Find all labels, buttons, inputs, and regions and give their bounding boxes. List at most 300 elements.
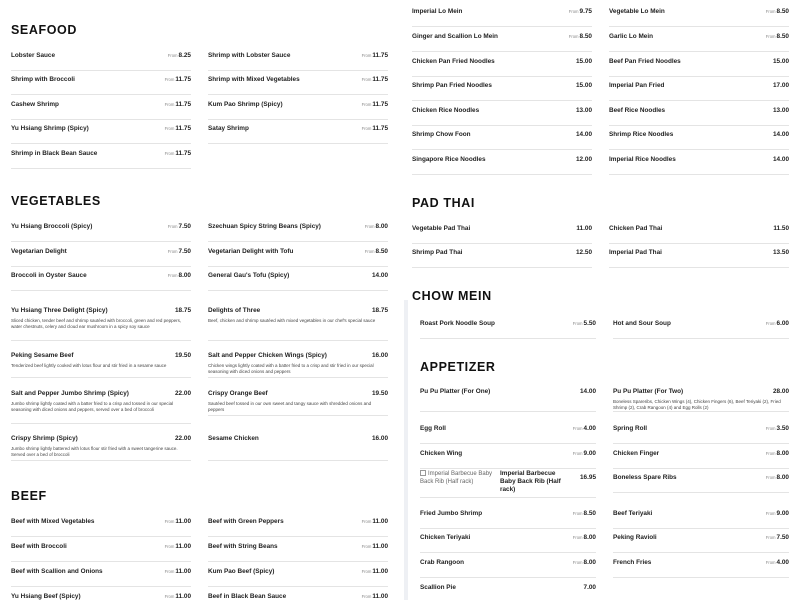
section-title-beef: BEEF bbox=[11, 489, 47, 503]
price-value: 8.00 bbox=[583, 559, 596, 566]
price-value: 11.00 bbox=[175, 593, 191, 600]
menu-item-name: Beef with Mixed Vegetables bbox=[11, 518, 95, 525]
menu-item-price bbox=[165, 518, 191, 525]
menu-item-price bbox=[365, 223, 388, 230]
menu-item-name: Beef with Broccoli bbox=[11, 543, 67, 550]
menu-item-crispy-orange-beef[interactable] bbox=[208, 384, 388, 416]
menu-item-price bbox=[773, 388, 789, 395]
menu-item-vegetarian-delight[interactable] bbox=[11, 242, 191, 267]
menu-item-singapore-rice-noodles[interactable] bbox=[412, 150, 592, 175]
menu-item-name: Shrimp with Mixed Vegetables bbox=[208, 76, 300, 83]
menu-item-name: Chicken Pad Thai bbox=[609, 225, 663, 232]
menu-item-name: Chicken Wing bbox=[420, 450, 463, 457]
menu-item-beef-teriyaki[interactable] bbox=[613, 504, 789, 529]
menu-item-price bbox=[576, 249, 592, 256]
menu-item-price bbox=[773, 107, 789, 114]
menu-item-fried-jumbo-shrimp[interactable] bbox=[420, 504, 596, 529]
menu-item-name: Beef Teriyaki bbox=[613, 510, 653, 517]
menu-item-broccoli-in-oyster-sauce[interactable] bbox=[11, 266, 191, 291]
price-from-label: From bbox=[361, 519, 372, 524]
menu-item-price bbox=[165, 593, 191, 600]
price-from-label: From bbox=[164, 102, 175, 107]
price-value: 8.50 bbox=[375, 248, 388, 255]
menu-item-price bbox=[573, 534, 596, 541]
menu-item-name: Vegetarian Delight with Tofu bbox=[208, 248, 294, 255]
section-title-appetizer: APPETIZER bbox=[420, 360, 496, 374]
price-from-label: From bbox=[361, 126, 372, 131]
menu-item-price bbox=[573, 425, 596, 432]
menu-item-chicken-finger[interactable] bbox=[613, 444, 789, 469]
menu-item-chicken-pan-fried-noodles[interactable] bbox=[412, 52, 592, 77]
price-value: 11.00 bbox=[175, 568, 191, 575]
price-value: 4.00 bbox=[583, 425, 596, 432]
menu-item-name: Vegetable Lo Mein bbox=[609, 8, 665, 15]
menu-item-kum-pao-shrimp-spicy[interactable] bbox=[208, 95, 388, 120]
price-value: 13.00 bbox=[576, 107, 592, 114]
menu-item-beef-pan-fried-noodles[interactable] bbox=[609, 52, 789, 77]
price-value: 11.00 bbox=[372, 543, 388, 550]
menu-item-shrimp-pad-thai[interactable] bbox=[412, 243, 592, 268]
menu-item-price bbox=[372, 435, 388, 442]
price-from-label: From bbox=[765, 321, 776, 326]
menu-item-name: Scallion Pie bbox=[420, 584, 456, 591]
price-value: 4.00 bbox=[776, 559, 789, 566]
menu-item-price bbox=[372, 390, 388, 397]
menu-item-chicken-teriyaki[interactable] bbox=[420, 528, 596, 553]
menu-item-name: Crispy Orange Beef bbox=[208, 390, 268, 397]
price-value: 8.00 bbox=[776, 474, 789, 481]
menu-item-imperial-barbecue-baby-back-rib-half-rack[interactable] bbox=[420, 468, 596, 498]
menu-item-name: Yu Hsiang Three Delight (Spicy) bbox=[11, 307, 108, 314]
price-from-label: From bbox=[167, 273, 178, 278]
price-value: 19.50 bbox=[175, 352, 191, 359]
menu-item-price bbox=[165, 150, 191, 157]
menu-item-yu-hsiang-three-delight-spicy[interactable] bbox=[11, 301, 191, 341]
menu-item-price bbox=[175, 352, 191, 359]
section-title-pad-thai: PAD THAI bbox=[412, 196, 475, 210]
menu-item-name: Chicken Finger bbox=[613, 450, 660, 457]
menu-item-name: Imperial Rice Noodles bbox=[609, 156, 676, 163]
price-value: 14.00 bbox=[580, 388, 596, 395]
menu-item-name: Kum Pao Beef (Spicy) bbox=[208, 568, 275, 575]
price-value: 11.00 bbox=[175, 518, 191, 525]
menu-item-name: Chicken Pan Fried Noodles bbox=[412, 58, 495, 65]
menu-item-name: Fried Jumbo Shrimp bbox=[420, 510, 483, 517]
menu-item-price bbox=[165, 101, 191, 108]
price-value: 7.50 bbox=[178, 248, 191, 255]
menu-item-name: Shrimp Pad Thai bbox=[412, 249, 463, 256]
price-value: 16.95 bbox=[580, 474, 596, 481]
menu-item-description: Tenderized beef lightly cooked with lotus flour and stir fried in a sesame sauce bbox=[11, 363, 167, 368]
menu-item-name: Szechuan Spicy String Beans (Spicy) bbox=[208, 223, 321, 230]
menu-item-name: Hot and Sour Soup bbox=[613, 320, 671, 327]
menu-item-price bbox=[773, 82, 789, 89]
menu-item-price bbox=[773, 225, 789, 232]
menu-item-price bbox=[766, 474, 789, 481]
price-from-label: From bbox=[164, 594, 175, 599]
menu-item-price bbox=[573, 559, 596, 566]
menu-item-price bbox=[372, 307, 388, 314]
menu-item-roast-pork-noodle-soup[interactable] bbox=[420, 314, 596, 339]
menu-item-beef-with-scallion-and-onions[interactable] bbox=[11, 562, 191, 587]
price-value: 13.50 bbox=[773, 249, 789, 256]
price-from-label: From bbox=[572, 560, 583, 565]
menu-item-sesame-chicken[interactable] bbox=[208, 429, 388, 461]
price-value: 7.00 bbox=[583, 584, 596, 591]
menu-item-price bbox=[362, 101, 388, 108]
menu-item-name: Shrimp with Lobster Sauce bbox=[208, 52, 291, 59]
price-from-label: From bbox=[765, 560, 776, 565]
menu-item-beef-with-green-peppers[interactable] bbox=[208, 512, 388, 537]
menu-item-description: Jumbo shrimp lightly battered with lotus flour stir fried with a sweet tangerine sauce. Served over a bed of broccoli bbox=[11, 446, 178, 458]
menu-item-name: Pu Pu Platter (For Two) bbox=[613, 388, 684, 395]
menu-item-pu-pu-platter-for-one[interactable] bbox=[420, 382, 596, 412]
menu-item-name: French Fries bbox=[613, 559, 652, 566]
price-from-label: From bbox=[765, 9, 776, 14]
price-value: 13.00 bbox=[773, 107, 789, 114]
menu-item-pu-pu-platter-for-two[interactable] bbox=[613, 382, 789, 412]
menu-item-price bbox=[584, 584, 596, 591]
menu-item-price bbox=[773, 131, 789, 138]
price-value: 11.00 bbox=[175, 543, 191, 550]
menu-item-price bbox=[773, 58, 789, 65]
price-value: 6.00 bbox=[776, 320, 789, 327]
price-value: 22.00 bbox=[175, 390, 191, 397]
menu-item-name: Yu Hsiang Broccoli (Spicy) bbox=[11, 223, 93, 230]
menu-item-name: Yu Hsiang Shrimp (Spicy) bbox=[11, 125, 89, 132]
menu-item-description: Chicken wings lightly coated with a batter fried to a crisp and stir fried in our special seasoning with diced onions and peppers bbox=[208, 363, 374, 375]
price-value: 8.00 bbox=[375, 223, 388, 230]
menu-item-vegetarian-delight-with-tofu[interactable] bbox=[208, 242, 388, 267]
menu-item-beef-in-black-bean-sauce[interactable] bbox=[208, 587, 388, 600]
menu-item-french-fries[interactable] bbox=[613, 553, 789, 578]
menu-item-name: Vegetarian Delight bbox=[11, 248, 67, 255]
menu-item-crispy-shrimp-spicy[interactable] bbox=[11, 429, 191, 461]
menu-item-price bbox=[168, 52, 191, 59]
price-from-label: From bbox=[361, 53, 372, 58]
menu-item-garlic-lo-mein[interactable] bbox=[609, 27, 789, 52]
menu-item-name: Yu Hsiang Beef (Spicy) bbox=[11, 593, 81, 600]
price-value: 17.00 bbox=[773, 82, 789, 89]
price-value: 16.00 bbox=[372, 352, 388, 359]
price-from-label: From bbox=[572, 535, 583, 540]
menu-item-description: Beef, chicken and shrimp sautéed with mixed vegetables in our chef's special sauce bbox=[208, 318, 376, 323]
menu-item-imperial-lo-mein[interactable] bbox=[412, 2, 592, 27]
price-from-label: From bbox=[164, 544, 175, 549]
menu-item-shrimp-in-black-bean-sauce[interactable] bbox=[11, 144, 191, 169]
menu-item-yu-hsiang-broccoli-spicy[interactable] bbox=[11, 217, 191, 242]
price-value: 8.50 bbox=[583, 510, 596, 517]
menu-item-name: Satay Shrimp bbox=[208, 125, 249, 132]
menu-item-price bbox=[362, 543, 388, 550]
price-value: 15.00 bbox=[576, 58, 592, 65]
menu-item-price bbox=[576, 58, 592, 65]
section-title-chow-mein: CHOW MEIN bbox=[412, 289, 492, 303]
menu-item-name: Singapore Rice Noodles bbox=[412, 156, 486, 163]
menu-item-name: Imperial Lo Mein bbox=[412, 8, 463, 15]
price-value: 11.75 bbox=[372, 125, 388, 132]
menu-item-cashew-shrimp[interactable] bbox=[11, 95, 191, 120]
menu-item-price bbox=[362, 568, 388, 575]
price-value: 18.75 bbox=[175, 307, 191, 314]
menu-item-shrimp-rice-noodles[interactable] bbox=[609, 125, 789, 150]
menu-item-egg-roll[interactable] bbox=[420, 419, 596, 444]
price-value: 8.00 bbox=[583, 534, 596, 541]
menu-item-name: Beef with Scallion and Onions bbox=[11, 568, 103, 575]
menu-item-price bbox=[766, 320, 789, 327]
price-from-label: From bbox=[164, 519, 175, 524]
menu-item-delights-of-three[interactable] bbox=[208, 301, 388, 341]
menu-item-price bbox=[569, 33, 592, 40]
menu-item-price bbox=[580, 474, 596, 481]
menu-item-salt-and-pepper-chicken-wings-spicy[interactable] bbox=[208, 346, 388, 378]
price-from-label: From bbox=[167, 224, 178, 229]
menu-item-name: Chicken Teriyaki bbox=[420, 534, 471, 541]
menu-item-name: Pu Pu Platter (For One) bbox=[420, 388, 491, 395]
menu-item-name: Delights of Three bbox=[208, 307, 261, 314]
price-from-label: From bbox=[364, 249, 375, 254]
menu-item-vegetable-lo-mein[interactable] bbox=[609, 2, 789, 27]
menu-item-salt-and-pepper-jumbo-shrimp-spicy[interactable] bbox=[11, 384, 191, 424]
price-value: 11.00 bbox=[372, 593, 388, 600]
menu-item-name: General Gau's Tofu (Spicy) bbox=[208, 272, 290, 279]
menu-item-price bbox=[569, 8, 592, 15]
price-value: 16.00 bbox=[372, 435, 388, 442]
menu-item-kum-pao-beef-spicy[interactable] bbox=[208, 562, 388, 587]
menu-item-shrimp-with-broccoli[interactable] bbox=[11, 70, 191, 95]
menu-item-crab-rangoon[interactable] bbox=[420, 553, 596, 578]
price-value: 11.75 bbox=[372, 76, 388, 83]
price-from-label: From bbox=[765, 511, 776, 516]
menu-item-description: Sliced chicken, tender beef and shrimp sautéed with broccoli, green and red peppers, water chestnuts, celery and cloud ear mushroom in a spicy soy sauce bbox=[11, 318, 182, 330]
menu-item-name: Beef Rice Noodles bbox=[609, 107, 666, 114]
menu-item-name: Crispy Shrimp (Spicy) bbox=[11, 435, 78, 442]
price-value: 11.75 bbox=[372, 52, 388, 59]
price-value: 19.50 bbox=[372, 390, 388, 397]
menu-item-shrimp-chow-foon[interactable] bbox=[412, 125, 592, 150]
menu-item-beef-with-mixed-vegetables[interactable] bbox=[11, 512, 191, 537]
menu-item-chicken-pad-thai[interactable] bbox=[609, 219, 789, 244]
price-value: 8.00 bbox=[178, 272, 191, 279]
price-value: 12.00 bbox=[576, 156, 592, 163]
menu-item-price bbox=[168, 223, 191, 230]
menu-item-description: Sautéed beef tossed in our own sweet and tangy sauce with shredded onions and peppers bbox=[208, 401, 372, 413]
menu-item-scallion-pie[interactable] bbox=[420, 578, 596, 600]
price-value: 11.75 bbox=[175, 101, 191, 108]
menu-item-price bbox=[773, 249, 789, 256]
price-from-label: From bbox=[572, 511, 583, 516]
price-from-label: From bbox=[164, 77, 175, 82]
price-from-label: From bbox=[572, 451, 583, 456]
menu-item-name: Chicken Rice Noodles bbox=[412, 107, 480, 114]
menu-item-yu-hsiang-beef-spicy[interactable] bbox=[11, 587, 191, 600]
price-value: 14.00 bbox=[576, 131, 592, 138]
menu-item-name: Beef with Green Peppers bbox=[208, 518, 284, 525]
price-from-label: From bbox=[361, 544, 372, 549]
price-from-label: From bbox=[765, 426, 776, 431]
price-value: 3.50 bbox=[776, 425, 789, 432]
price-from-label: From bbox=[164, 151, 175, 156]
menu-item-price bbox=[362, 76, 388, 83]
menu-item-name: Vegetable Pad Thai bbox=[412, 225, 471, 232]
price-value: 11.75 bbox=[175, 125, 191, 132]
menu-item-satay-shrimp[interactable] bbox=[208, 119, 388, 144]
menu-item-general-gau-s-tofu-spicy[interactable] bbox=[208, 266, 388, 291]
menu-item-name: Garlic Lo Mein bbox=[609, 33, 654, 40]
menu-item-name: Ginger and Scallion Lo Mein bbox=[412, 33, 498, 40]
menu-item-price bbox=[372, 352, 388, 359]
price-value: 11.00 bbox=[372, 518, 388, 525]
price-value: 28.00 bbox=[773, 388, 789, 395]
menu-item-shrimp-pan-fried-noodles[interactable] bbox=[412, 76, 592, 101]
menu-item-image[interactable] bbox=[420, 470, 494, 486]
price-from-label: From bbox=[765, 475, 776, 480]
price-value: 9.00 bbox=[776, 510, 789, 517]
menu-item-name: Imperial Pan Fried bbox=[609, 82, 665, 89]
menu-item-name: Shrimp Pan Fried Noodles bbox=[412, 82, 492, 89]
menu-item-name: Imperial Barbecue Baby Back Rib (Half rack) bbox=[500, 470, 561, 493]
menu-item-szechuan-spicy-string-beans-spicy[interactable] bbox=[208, 217, 388, 242]
menu-item-name: Sesame Chicken bbox=[208, 435, 259, 442]
menu-item-price bbox=[766, 450, 789, 457]
menu-item-name: Beef Pan Fried Noodles bbox=[609, 58, 681, 65]
price-from-label: From bbox=[164, 126, 175, 131]
price-from-label: From bbox=[572, 426, 583, 431]
price-value: 5.50 bbox=[583, 320, 596, 327]
price-from-label: From bbox=[568, 9, 579, 14]
price-from-label: From bbox=[765, 451, 776, 456]
menu-item-name: Shrimp Chow Foon bbox=[412, 131, 471, 138]
menu-item-price bbox=[766, 33, 789, 40]
menu-item-lobster-sauce[interactable] bbox=[11, 46, 191, 71]
menu-item-price bbox=[168, 272, 191, 279]
menu-item-beef-with-string-beans[interactable] bbox=[208, 537, 388, 562]
price-value: 11.75 bbox=[175, 76, 191, 83]
menu-item-price bbox=[576, 82, 592, 89]
menu-item-name: Peking Ravioli bbox=[613, 534, 657, 541]
menu-item-name: Salt and Pepper Chicken Wings (Spicy) bbox=[208, 352, 327, 359]
menu-item-name: Roast Pork Noodle Soup bbox=[420, 320, 495, 327]
menu-item-price bbox=[576, 225, 592, 232]
menu-item-price bbox=[766, 8, 789, 15]
menu-item-peking-ravioli[interactable] bbox=[613, 528, 789, 553]
price-from-label: From bbox=[568, 34, 579, 39]
menu-item-chicken-rice-noodles[interactable] bbox=[412, 101, 592, 126]
price-from-label: From bbox=[167, 249, 178, 254]
price-from-label: From bbox=[572, 321, 583, 326]
price-value: 8.50 bbox=[776, 8, 789, 15]
price-value: 14.00 bbox=[773, 131, 789, 138]
menu-item-price bbox=[573, 450, 596, 457]
menu-item-name: Lobster Sauce bbox=[11, 52, 56, 59]
menu-item-name: Egg Roll bbox=[420, 425, 446, 432]
price-value: 8.00 bbox=[776, 450, 789, 457]
menu-item-name: Salt and Pepper Jumbo Shrimp (Spicy) bbox=[11, 390, 129, 397]
price-value: 8.25 bbox=[178, 52, 191, 59]
menu-item-price bbox=[165, 543, 191, 550]
section-title-vegetables: VEGETABLES bbox=[11, 194, 101, 208]
price-from-label: From bbox=[167, 53, 178, 58]
menu-item-price bbox=[175, 390, 191, 397]
menu-item-imperial-pad-thai[interactable] bbox=[609, 243, 789, 268]
price-from-label: From bbox=[164, 569, 175, 574]
price-value: 14.00 bbox=[773, 156, 789, 163]
column-divider bbox=[404, 300, 408, 600]
menu-item-imperial-rice-noodles[interactable] bbox=[609, 150, 789, 175]
price-value: 14.00 bbox=[372, 272, 388, 279]
menu-item-beef-rice-noodles[interactable] bbox=[609, 101, 789, 126]
price-value: 18.75 bbox=[372, 307, 388, 314]
menu-item-price bbox=[580, 388, 596, 395]
menu-item-spring-roll[interactable] bbox=[613, 419, 789, 444]
menu-item-description: Boneless Spareribs, Chicken Wings (4), Chicken Fingers (6), Beef Teriyaki (2), Fried Shrimp (2), Crab Rangoon (4) and Egg Rolls (2) bbox=[613, 399, 781, 411]
price-from-label: From bbox=[364, 224, 375, 229]
menu-item-price bbox=[766, 510, 789, 517]
menu-item-name: Broccoli in Oyster Sauce bbox=[11, 272, 87, 279]
menu-item-name: Peking Sesame Beef bbox=[11, 352, 74, 359]
menu-item-name: Shrimp with Broccoli bbox=[11, 76, 75, 83]
menu-item-price bbox=[365, 248, 388, 255]
menu-item-name: Beef in Black Bean Sauce bbox=[208, 593, 287, 600]
menu-item-yu-hsiang-shrimp-spicy[interactable] bbox=[11, 119, 191, 144]
menu-item-price bbox=[362, 593, 388, 600]
menu-item-price bbox=[168, 248, 191, 255]
menu-item-price bbox=[165, 125, 191, 132]
menu-item-name: Imperial Pad Thai bbox=[609, 249, 662, 256]
menu-item-name: Shrimp Rice Noodles bbox=[609, 131, 674, 138]
price-from-label: From bbox=[361, 102, 372, 107]
price-value: 12.50 bbox=[576, 249, 592, 256]
menu-item-name: Beef with String Beans bbox=[208, 543, 278, 550]
menu-item-price bbox=[576, 156, 592, 163]
menu-item-price bbox=[362, 52, 388, 59]
price-value: 11.00 bbox=[372, 568, 388, 575]
price-value: 11.00 bbox=[576, 225, 592, 232]
menu-item-vegetable-pad-thai[interactable] bbox=[412, 219, 592, 244]
menu-item-name: Kum Pao Shrimp (Spicy) bbox=[208, 101, 283, 108]
menu-item-peking-sesame-beef[interactable] bbox=[11, 346, 191, 378]
price-value: 9.75 bbox=[579, 8, 592, 15]
menu-item-imperial-pan-fried[interactable] bbox=[609, 76, 789, 101]
menu-item-name: Shrimp in Black Bean Sauce bbox=[11, 150, 98, 157]
menu-item-hot-and-sour-soup[interactable] bbox=[613, 314, 789, 339]
menu-item-name: Crab Rangoon bbox=[420, 559, 465, 566]
menu-item-shrimp-with-lobster-sauce[interactable] bbox=[208, 46, 388, 71]
menu-item-name: Cashew Shrimp bbox=[11, 101, 59, 108]
menu-item-ginger-and-scallion-lo-mein[interactable] bbox=[412, 27, 592, 52]
price-from-label: From bbox=[361, 569, 372, 574]
price-value: 11.75 bbox=[372, 101, 388, 108]
price-value: 22.00 bbox=[175, 435, 191, 442]
menu-item-price bbox=[573, 510, 596, 517]
price-from-label: From bbox=[765, 34, 776, 39]
menu-item-boneless-spare-ribs[interactable] bbox=[613, 468, 789, 493]
menu-item-description: Jumbo shrimp lightly coated with a batter fried to a crisp and tossed in our special seasoning with diced onions and peppers, served over a bed of broccoli bbox=[11, 401, 174, 413]
menu-item-price bbox=[175, 435, 191, 442]
menu-item-name: Boneless Spare Ribs bbox=[613, 474, 677, 481]
menu-item-price bbox=[165, 76, 191, 83]
section-title-seafood: SEAFOOD bbox=[11, 23, 78, 37]
menu-item-price bbox=[766, 559, 789, 566]
price-value: 11.75 bbox=[175, 150, 191, 157]
menu-item-shrimp-with-mixed-vegetables[interactable] bbox=[208, 70, 388, 95]
menu-item-chicken-wing[interactable] bbox=[420, 444, 596, 469]
price-from-label: From bbox=[765, 535, 776, 540]
price-from-label: From bbox=[361, 77, 372, 82]
menu-item-beef-with-broccoli[interactable] bbox=[11, 537, 191, 562]
price-from-label: From bbox=[361, 594, 372, 599]
menu-item-price bbox=[362, 125, 388, 132]
